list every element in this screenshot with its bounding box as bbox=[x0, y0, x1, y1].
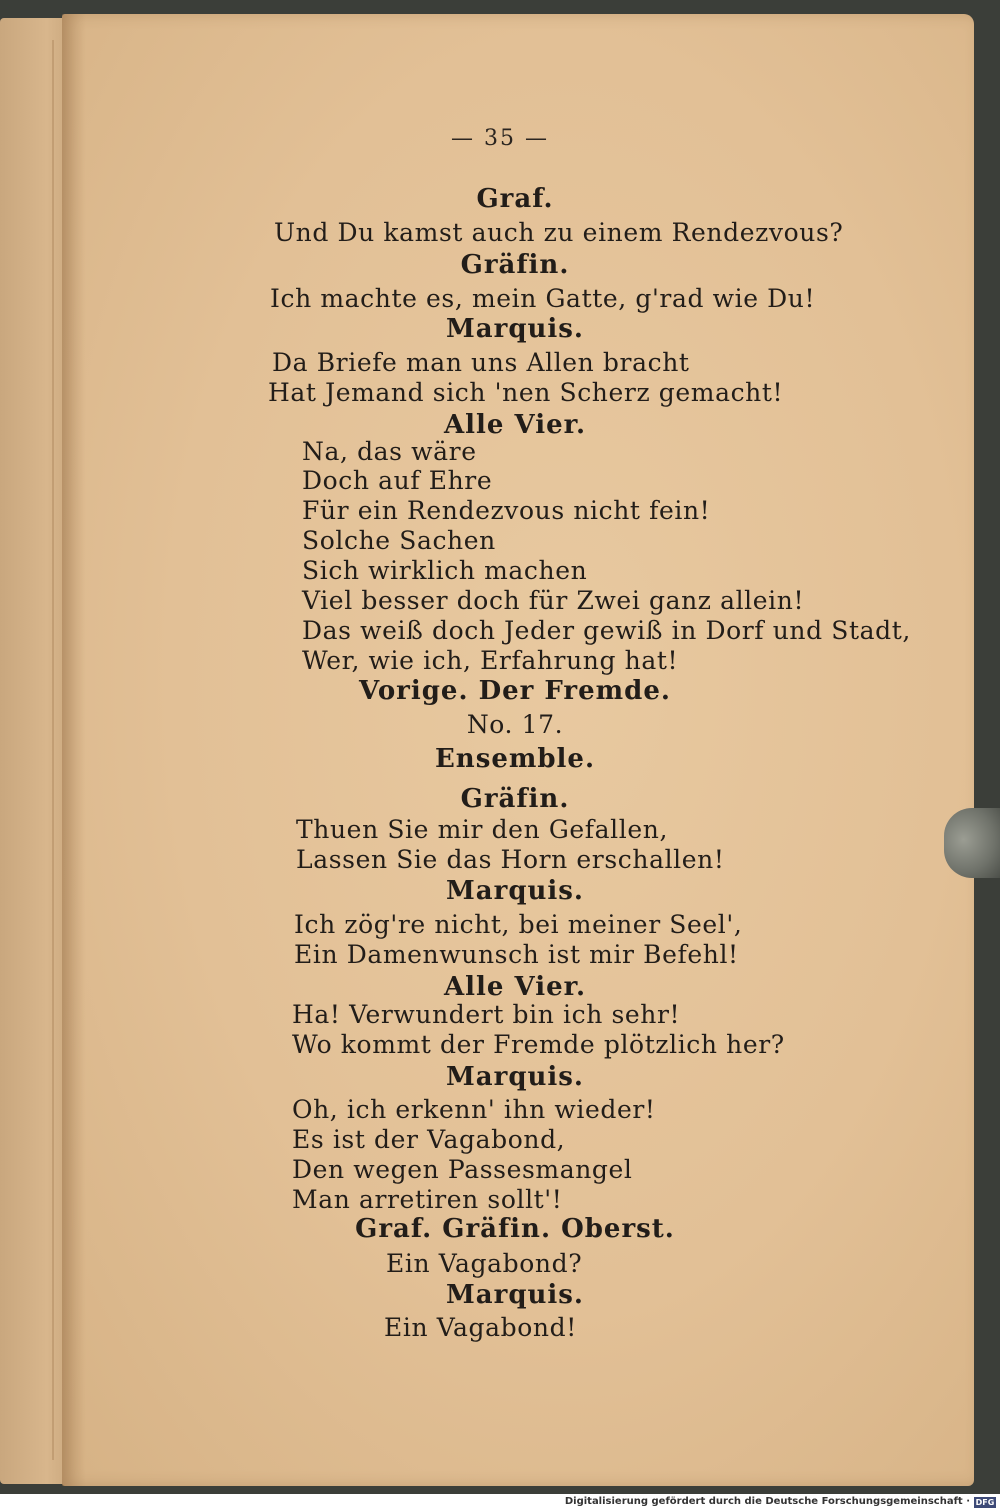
verse-line: Ich machte es, mein Gatte, g'rad wie Du! bbox=[270, 284, 816, 313]
verse-line: Da Briefe man uns Allen bracht bbox=[272, 348, 690, 377]
verse-line: Ha! Verwundert bin ich sehr! bbox=[292, 1000, 681, 1029]
speaker-heading: Gräfin. bbox=[460, 784, 570, 814]
speaker-heading: Marquis. bbox=[446, 1280, 584, 1310]
bookmark-tab bbox=[944, 808, 1000, 878]
verse-line: Das weiß doch Jeder gewiß in Dorf und Stadt, bbox=[302, 616, 911, 645]
verse-line: Man arretiren sollt'! bbox=[292, 1185, 563, 1214]
verse-line: Doch auf Ehre bbox=[302, 466, 493, 495]
verse-line: Solche Sachen bbox=[302, 526, 496, 555]
verse-line: Für ein Rendezvous nicht fein! bbox=[302, 496, 711, 525]
verse-line: Wo kommt der Fremde plötzlich her? bbox=[292, 1030, 785, 1059]
speaker-heading: Graf. Gräfin. Oberst. bbox=[355, 1214, 675, 1244]
number-heading: No. 17. bbox=[466, 710, 564, 739]
page-number: — 35 — bbox=[451, 126, 549, 151]
verse-line: Ein Vagabond? bbox=[386, 1249, 583, 1278]
verse-line: Lassen Sie das Horn erschallen! bbox=[296, 845, 725, 874]
speaker-heading: Alle Vier. bbox=[443, 410, 587, 440]
verse-line: Viel besser doch für Zwei ganz allein! bbox=[302, 586, 805, 615]
digitization-footer bbox=[0, 1494, 1000, 1510]
verse-line: Und Du kamst auch zu einem Rendezvous? bbox=[274, 218, 844, 247]
verse-line: Sich wirklich machen bbox=[302, 556, 588, 585]
speaker-heading: Graf. bbox=[476, 184, 554, 214]
verse-line: Wer, wie ich, Erfahrung hat! bbox=[302, 646, 679, 675]
speaker-heading: Vorige. Der Fremde. bbox=[359, 676, 671, 706]
verse-line: Thuen Sie mir den Gefallen, bbox=[296, 815, 668, 844]
verse-line: Ein Damenwunsch ist mir Befehl! bbox=[294, 940, 739, 969]
verse-line: Es ist der Vagabond, bbox=[292, 1125, 566, 1154]
verse-line: Hat Jemand sich 'nen Scherz gemacht! bbox=[268, 378, 784, 407]
dfg-logo: DFG bbox=[975, 1498, 995, 1507]
verse-line: Ein Vagabond! bbox=[384, 1313, 577, 1342]
verse-line: Den wegen Passesmangel bbox=[292, 1155, 633, 1184]
speaker-heading: Marquis. bbox=[446, 1062, 584, 1092]
verse-line: Oh, ich erkenn' ihn wieder! bbox=[292, 1095, 656, 1124]
verse-line: Ich zög're nicht, bei meiner Seel', bbox=[294, 910, 743, 939]
verse-line: Na, das wäre bbox=[302, 437, 477, 466]
speaker-heading: Gräfin. bbox=[460, 250, 570, 280]
speaker-heading: Marquis. bbox=[446, 314, 584, 344]
speaker-heading: Ensemble. bbox=[434, 744, 596, 774]
speaker-heading: Marquis. bbox=[446, 876, 584, 906]
funding-credit: Digitalisierung gefördert durch die Deutsche Forschungsgemeinschaft · bbox=[564, 1496, 970, 1507]
speaker-heading: Alle Vier. bbox=[443, 972, 587, 1002]
